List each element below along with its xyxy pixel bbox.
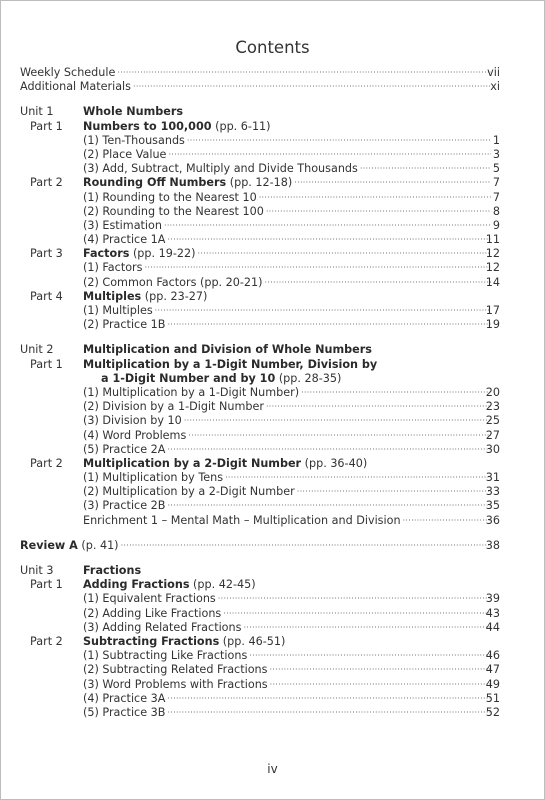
toc-entry (0, 471, 545, 485)
dot-leader (164, 219, 491, 233)
entry-text: (1) Multiplication by Tens (83, 471, 224, 485)
entry-title (83, 233, 165, 247)
toc-entry (0, 105, 545, 119)
page-number: 12 (485, 261, 500, 275)
entry-text: (1) Multiples (83, 304, 153, 317)
page-number: 19 (485, 318, 500, 332)
page-range: (pp. 36-40) (301, 456, 368, 470)
entry-title (83, 148, 166, 162)
entry-heading: Multiples (83, 289, 142, 303)
entry-title (20, 66, 115, 80)
toc-entry (0, 635, 545, 649)
entry-title (83, 706, 165, 720)
dot-leader (168, 148, 491, 162)
page-number: 51 (485, 691, 500, 705)
unit-label: Unit 3 (20, 564, 54, 577)
page-number: 35 (485, 499, 500, 513)
entry-title (83, 692, 165, 706)
entry-title (83, 607, 221, 621)
toc-entry (0, 429, 545, 443)
page-number: xi (490, 80, 500, 94)
dot-leader (269, 663, 491, 677)
toc-entry (0, 134, 545, 148)
dot-leader (167, 318, 491, 332)
entry-text: (1) Ten-Thousands (83, 133, 185, 147)
entry-title (83, 386, 299, 400)
page-number: 3 (492, 147, 500, 161)
page-number: 17 (485, 304, 500, 317)
dot-leader (294, 176, 491, 190)
dot-leader (270, 678, 491, 692)
entry-heading: Multiplication and Division of Whole Numbers (83, 343, 372, 357)
toc-entry (0, 205, 545, 219)
entry-title (83, 429, 186, 443)
toc-entry (0, 564, 545, 578)
toc-entry (0, 678, 545, 692)
entry-text: (1) Multiplication by a 1-Digit Number) (83, 385, 300, 399)
toc-entry (0, 499, 545, 513)
entry-text: (3) Practice 2B (83, 499, 166, 513)
dot-leader (223, 607, 491, 621)
entry-title (83, 678, 268, 692)
dot-leader (301, 386, 491, 400)
entry-title (83, 261, 142, 275)
page-number: 9 (492, 218, 500, 232)
entry-title (83, 219, 162, 233)
toc-entry (0, 706, 545, 720)
page-number: 11 (485, 233, 500, 247)
toc-entry (0, 649, 545, 663)
toc-entry (0, 400, 545, 414)
entry-heading: Review A (20, 538, 78, 552)
entry-text: (4) Practice 3A (83, 691, 166, 705)
part-label: Part 1 (30, 357, 63, 371)
entry-title (83, 514, 401, 528)
table-of-contents (0, 66, 545, 720)
page-range: (pp. 46-51) (219, 634, 286, 648)
dot-leader (259, 191, 491, 205)
dot-leader (188, 429, 491, 443)
page-number: vii (487, 66, 500, 79)
entry-title (83, 471, 223, 485)
toc-entry (0, 578, 545, 592)
page-number: 5 (492, 162, 500, 176)
page-number: 27 (485, 428, 500, 442)
dot-leader (297, 485, 491, 499)
part-label: Part 2 (30, 634, 63, 648)
toc-entry (0, 372, 545, 386)
entry-title (83, 358, 377, 372)
toc-entry (0, 343, 545, 357)
entry-text: (2) Rounding to the Nearest 100 (83, 204, 264, 218)
page-range: (pp. 19-22) (129, 247, 196, 261)
page-number: 8 (492, 204, 500, 218)
entry-title (83, 205, 264, 219)
entry-title (83, 564, 141, 578)
dot-leader (265, 276, 491, 290)
toc-entry (0, 621, 545, 635)
entry-text: (1) Rounding to the Nearest 10 (83, 190, 257, 204)
dot-leader (167, 233, 491, 247)
page-number: 31 (485, 471, 500, 485)
page-number: 1 (492, 133, 500, 147)
unit-label: Unit 2 (20, 343, 54, 357)
toc-entry (0, 290, 545, 304)
page-number: 12 (485, 247, 500, 261)
part-label: Part 3 (30, 247, 63, 261)
entry-title (83, 304, 153, 318)
entry-title (83, 162, 358, 176)
page-number: 30 (485, 442, 500, 456)
dot-leader (155, 304, 491, 318)
part-label: Part 2 (30, 176, 63, 190)
dot-leader (218, 592, 491, 606)
entry-heading: Whole Numbers (83, 105, 184, 119)
entry-title (83, 247, 196, 261)
entry-heading: Subtracting Fractions (83, 634, 220, 648)
spacer (0, 94, 545, 105)
entry-title (83, 649, 247, 663)
entry-title (83, 663, 267, 677)
page-number: 7 (492, 176, 500, 190)
entry-text: (3) Division by 10 (83, 414, 182, 428)
spacer (0, 332, 545, 343)
entry-text: (5) Practice 2A (83, 442, 166, 456)
toc-entry (0, 514, 545, 528)
toc-entry (0, 304, 545, 318)
entry-title (20, 80, 131, 94)
entry-title (83, 499, 165, 513)
entry-text: (1) Subtracting Like Fractions (83, 649, 248, 663)
dot-leader (167, 706, 491, 720)
entry-heading: Adding Fractions (83, 578, 190, 592)
page-title: Contents (235, 38, 310, 57)
entry-title (83, 120, 271, 134)
entry-text: (5) Practice 3B (83, 705, 166, 719)
dot-leader (198, 247, 492, 261)
entry-text: (3) Estimation (83, 218, 162, 232)
page-range: (pp. 12-18) (226, 176, 293, 190)
dot-leader (266, 400, 491, 414)
page-number: 49 (485, 677, 500, 691)
toc-entry (0, 276, 545, 290)
entry-text: (3) Add, Subtract, Multiply and Divide Thousands (83, 162, 358, 176)
entry-heading: Factors (83, 247, 130, 261)
entry-title (83, 176, 292, 190)
part-label: Part 4 (30, 289, 63, 303)
page-number: 52 (485, 705, 500, 719)
entry-title (83, 134, 185, 148)
dot-leader (117, 66, 491, 80)
entry-text: (2) Subtracting Related Fractions (83, 663, 268, 677)
dot-leader (225, 471, 491, 485)
toc-entry (0, 663, 545, 677)
entry-title (83, 457, 367, 471)
toc-entry (0, 485, 545, 499)
entry-title (101, 372, 341, 386)
dot-leader (360, 162, 491, 176)
entry-heading: Multiplication by a 2-Digit Number (83, 456, 302, 470)
entry-title (83, 105, 183, 119)
entry-title (83, 290, 207, 304)
entry-text: (2) Multiplication by a 2-Digit Number (83, 485, 295, 499)
toc-entry (0, 358, 545, 372)
entry-heading: Fractions (83, 564, 142, 577)
part-label: Part 1 (30, 119, 63, 133)
page-number: 23 (485, 400, 500, 414)
entry-title (83, 443, 165, 457)
entry-text: (1) Equivalent Fractions (83, 592, 216, 606)
page-number: 7 (492, 190, 500, 204)
toc-entry (0, 120, 545, 134)
dot-leader (144, 261, 491, 275)
part-label: Part 1 (30, 578, 63, 592)
toc-entry (0, 162, 545, 176)
page-range: (pp. 28-35) (275, 371, 342, 385)
toc-entry (0, 148, 545, 162)
entry-title (83, 578, 256, 592)
entry-heading: Numbers to 100,000 (83, 119, 212, 133)
toc-entry (0, 176, 545, 190)
entry-text: (2) Place Value (83, 147, 167, 161)
entry-text: (3) Adding Related Fractions (83, 620, 242, 634)
dot-leader (249, 649, 491, 663)
entry-text: (2) Adding Like Fractions (83, 606, 222, 620)
toc-entry (0, 219, 545, 233)
toc-entry (0, 247, 545, 261)
spacer (0, 528, 545, 539)
page-number: 25 (485, 414, 500, 428)
toc-entry (0, 592, 545, 606)
toc-entry (0, 443, 545, 457)
toc-entry (0, 66, 545, 80)
entry-title (83, 485, 295, 499)
dot-leader (167, 499, 491, 513)
entry-text: (3) Word Problems with Fractions (83, 677, 268, 691)
toc-entry (0, 414, 545, 428)
entry-text: (4) Practice 1A (83, 233, 166, 247)
entry-title (83, 318, 165, 332)
toc-entry (0, 233, 545, 247)
toc-entry (0, 80, 545, 94)
entry-text: Additional Materials (20, 80, 131, 94)
entry-title (83, 414, 182, 428)
entry-title (83, 343, 372, 357)
entry-title (83, 276, 263, 290)
page-range: (pp. 6-11) (211, 119, 271, 133)
page-number: 38 (485, 538, 500, 552)
entry-heading: Multiplication by a 1-Digit Number, Division by (83, 357, 378, 371)
entry-text: (2) Division by a 1-Digit Number (83, 400, 264, 414)
entry-title (83, 635, 285, 649)
dot-leader (121, 539, 491, 553)
dot-leader (243, 621, 491, 635)
dot-leader (167, 443, 491, 457)
toc-entry (0, 692, 545, 706)
entry-text: (4) Word Problems (83, 428, 187, 442)
toc-entry (0, 607, 545, 621)
entry-text: (2) Common Factors (pp. 20-21) (83, 275, 263, 289)
entry-text: (1) Factors (83, 261, 143, 275)
page-number: 33 (485, 485, 500, 499)
page-number: 46 (485, 649, 500, 663)
toc-entry (0, 191, 545, 205)
toc-entry (0, 386, 545, 400)
entry-title (83, 592, 216, 606)
dot-leader (167, 692, 491, 706)
toc-entry (0, 318, 545, 332)
entry-heading: Rounding Off Numbers (83, 176, 227, 190)
entry-title (20, 539, 119, 553)
page-number: 43 (485, 606, 500, 620)
toc-entry (0, 539, 545, 553)
entry-title (83, 191, 257, 205)
dot-leader (403, 514, 491, 528)
page-number: 47 (485, 663, 500, 677)
page-number: 39 (485, 592, 500, 606)
entry-title (83, 621, 241, 635)
dot-leader (133, 80, 491, 94)
entry-title (83, 400, 264, 414)
page-number: 14 (485, 275, 500, 289)
entry-heading: a 1-Digit Number and by 10 (101, 371, 276, 385)
page-range: (pp. 23-27) (141, 289, 208, 303)
toc-entry (0, 457, 545, 471)
page-number: 20 (485, 385, 500, 399)
part-label: Part 2 (30, 456, 63, 470)
page-number: 44 (485, 620, 500, 634)
entry-text: Weekly Schedule (20, 66, 116, 79)
toc-entry (0, 261, 545, 275)
unit-label: Unit 1 (20, 105, 54, 119)
page-range: (p. 41) (77, 538, 119, 552)
page-number-footer: iv (267, 762, 278, 776)
page-range: (pp. 42-45) (189, 578, 256, 592)
dot-leader (184, 414, 491, 428)
entry-text: (2) Practice 1B (83, 318, 166, 332)
page-number: 36 (485, 513, 500, 527)
spacer (0, 553, 545, 564)
dot-leader (266, 205, 491, 219)
dot-leader (187, 134, 491, 148)
entry-text: Enrichment 1 – Mental Math – Multiplication and Division (83, 513, 401, 527)
